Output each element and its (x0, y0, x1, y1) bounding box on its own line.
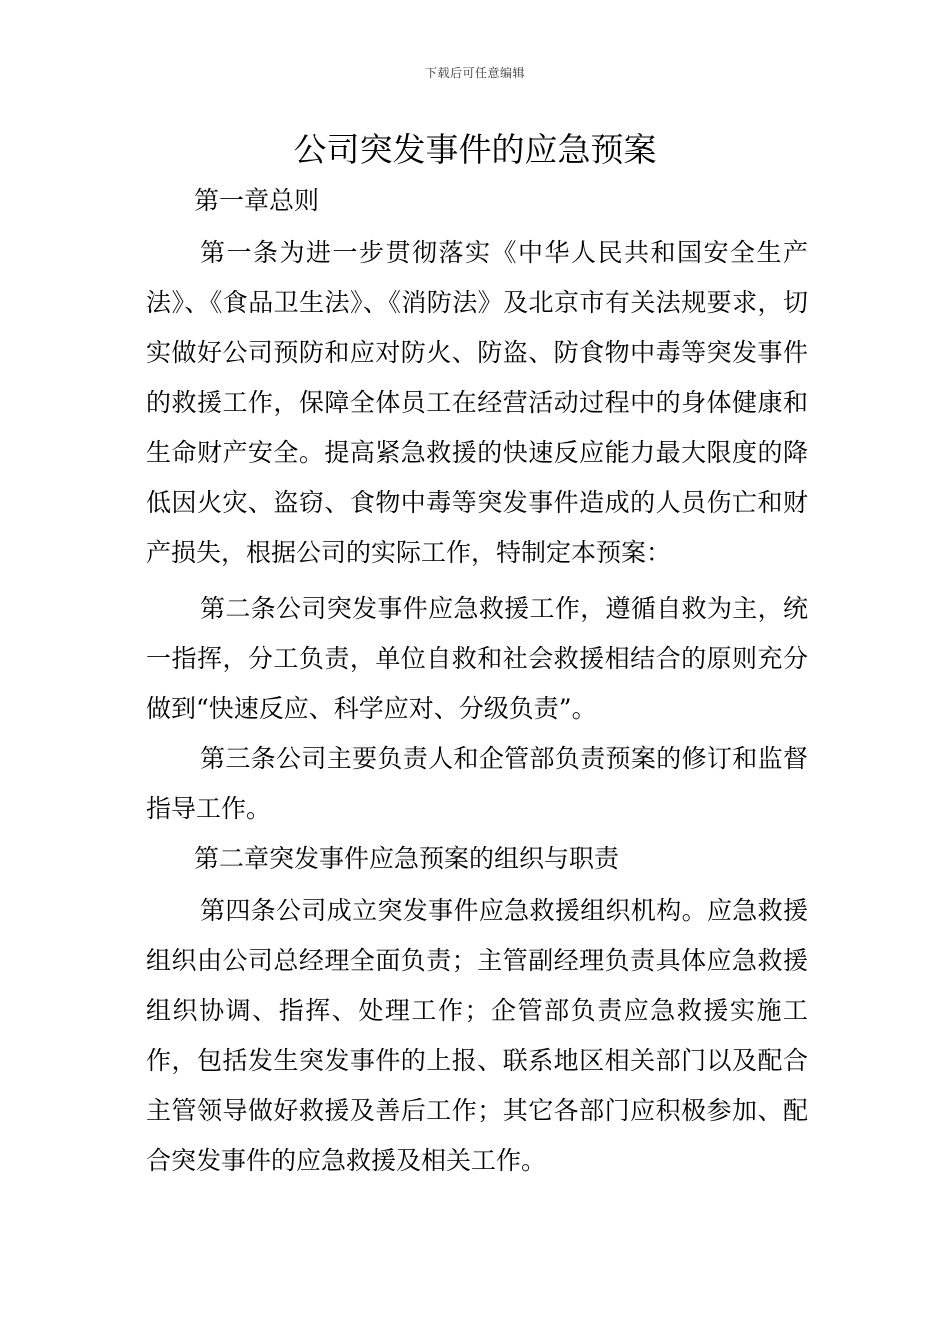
chapter-heading-2: 第二章突发事件应急预案的组织与职责 (194, 844, 620, 873)
article-1: 第一条为进一步贯彻落实《中华人民共和国安全生产法》、《食品卫生法》、《消防法》及北京市有关法规要求，切实做好公司预防和应对防火、防盗、防食物中毒等突发事件的救援工作，保障全体员工在经营活动过程中的身体健康和生命财产安全。提高紧急救援的快速反应能力最大限度的降低因火灾、盗窃、食物中毒等突发事件造成的人员伤亡和财产损失，根据公司的实际工作，特制定本预案： (146, 238, 808, 567)
article-3: 第三条公司主要负责人和企管部负责预案的修订和监督指导工作。 (146, 744, 808, 823)
article-4: 第四条公司成立突发事件应急救援组织机构。应急救援组织由公司总经理全面负责；主管副经理负责具体应急救援组织协调、指挥、处理工作；企管部负责应急救援实施工作，包括发生突发事件的上报、联系地区相关部门以及配合主管领导做好救援及善后工作；其它各部门应积极参加、配合突发事件的应急救援及相关工作。 (146, 896, 808, 1175)
header-note: 下载后可任意编辑 (424, 66, 525, 80)
page-title: 公司突发事件的应急预案 (293, 130, 657, 169)
document-body (146, 176, 808, 1186)
chapter-heading-1: 第一章总则 (194, 186, 320, 215)
article-2: 第二条公司突发事件应急救援工作，遵循自救为主，统一指挥，分工负责，单位自救和社会救援相结合的原则充分做到“快速反应、科学应对、分级负责”。 (146, 594, 808, 723)
